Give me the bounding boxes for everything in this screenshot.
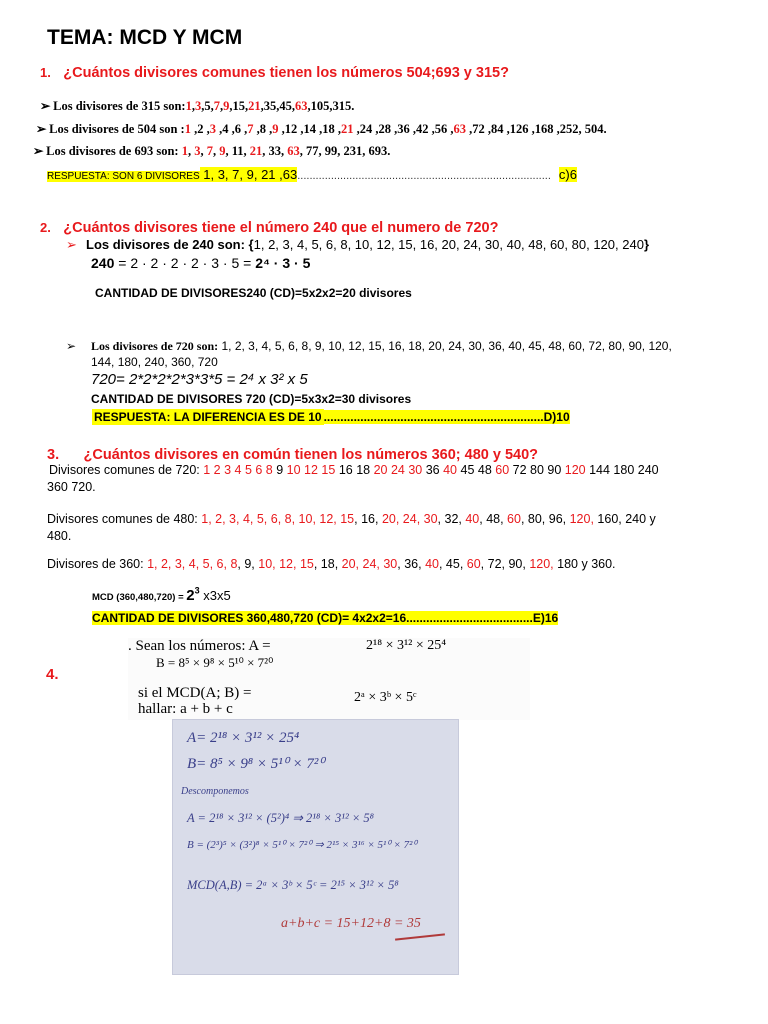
common-divisor-value: 60 <box>507 512 521 526</box>
divisor-value: , 9, <box>237 557 259 571</box>
arrow-bullet-icon: ➢ <box>66 339 77 353</box>
common-divisor-value: 3 <box>194 144 201 158</box>
question-number: 3. <box>47 447 60 463</box>
answer-2 <box>92 410 570 424</box>
common-divisor-value: 21 <box>248 99 261 113</box>
divisors-360: Divisores de 360: 1, 2, 3, 4, 5, 6, 8, 9, 10, 12, 15, 18, 20, 24, 30, 36, 40, 45, 60, 72, 90, 120, 180 y 360. <box>47 557 616 571</box>
common-divisor-value: 7 <box>213 99 220 113</box>
divisors-720-line: ➢ Los divisores de 720 son: 1, 2, 3, 4, 5, 6, 8, 9, 10, 12, 15, 16, 18, 20, 24, 30, 36, 40, 45, 48, 60, 72, 80, 90, 120, <box>66 339 672 353</box>
formula-240: 240 = 2 · 2 · 2 · 2 · 3 · 5 = 2⁴ · 3 · 5 <box>91 255 311 271</box>
divisor-value: , 32, <box>437 512 466 526</box>
divisors-315-line: ➢ Los divisores de 315 son:1,3,5,7,9,15,21,35,45,63,105,315. <box>40 99 355 113</box>
underline-stroke <box>395 933 445 940</box>
common-divisor-value: 21 <box>340 122 354 136</box>
divisor-value: ,105,315. <box>307 99 355 113</box>
common-divisor-value: 7 <box>206 144 213 158</box>
common-divisor-value: 120, <box>569 512 594 526</box>
divisor-value: , 18, <box>313 557 342 571</box>
common-divisor-value: 9 <box>223 99 230 113</box>
divisors-504-values <box>185 122 607 136</box>
question-text: ¿Cuántos divisores comunes tienen los números 504;693 y 315? <box>63 65 509 81</box>
divisor-value: 180 y 360. <box>553 557 616 571</box>
common-divisor-value: 7 <box>247 122 254 136</box>
common-divisor-value: 40 <box>443 463 458 477</box>
divisors-504-line: ➢ Los divisores de 504 son :1 ,2 ,3 ,4 ,6 ,7 ,8 ,9 ,12 ,14 ,18 ,21 ,24 ,28 ,36 ,42 ,56 ,63 ,72 ,84 ,126 ,168 ,252, 504. <box>36 122 607 136</box>
question-3 <box>47 446 538 464</box>
common-divisor-value: 10 12 15 <box>286 463 336 477</box>
common-divisor-value: 3 <box>194 99 202 113</box>
divisors-693-line: ➢ Los divisores de 693 son: 1, 3, 7, 9, 11, 21, 33, 63, 77, 99, 231, 693. <box>33 144 391 158</box>
common-divisor-value: 3 <box>209 122 216 136</box>
divisor-value: 144 180 240 <box>585 463 659 477</box>
divisor-value: , 11, <box>225 144 250 158</box>
answer-label: CANTIDAD DE DIVISORES 360,480,720 (CD)= 4x2x2=16 <box>92 611 407 625</box>
answer-option: c)6 <box>558 167 577 182</box>
common-divisor-value: 60 <box>466 557 481 571</box>
divisor-value: , 33, <box>262 144 288 158</box>
divisor-value: ,35,45, <box>260 99 295 113</box>
divisors-240-line: ➢ Los divisores de 240 son: {1, 2, 3, 4, 5, 6, 8, 10, 12, 15, 16, 20, 24, 30, 40, 48, 60, 80, 120, 240} <box>66 237 649 252</box>
divisor-value: , 36, <box>397 557 426 571</box>
common-divisor-value: 1 <box>185 99 192 113</box>
common-divisors-480: Divisores comunes de 480: 1, 2, 3, 4, 5, 6, 8, 10, 12, 15, 16, 20, 24, 30, 32, 40, 48, 60, 80, 96, 120, 160, 240 y <box>47 512 656 526</box>
question-text: ¿Cuántos divisores en común tienen los números 360; 480 y 540? <box>83 447 539 463</box>
divisor-value: 36 <box>422 463 444 477</box>
common-divisor-value: 63 <box>294 99 308 113</box>
handwritten-solution-photo: A= 2¹⁸ × 3¹² × 25⁴ B= 8⁵ × 9⁸ × 5¹⁰ × 7²⁰ Descomponemos A = 2¹⁸ × 3¹² × (5²)⁴ ⇒ 2¹⁸ × 3¹² × 5⁸ B = (2³)⁵ × (3²)⁸ × 5¹⁰ × 7²⁰ ⇒ 2¹⁵ × 3¹⁶ × 5¹⁰ × 7²⁰ MCD(A,B) = 2ᵃ × 3ᵇ × 5ᶜ = 2¹⁵ × 3¹² × 5⁸ a+b+c = 15+12+8 = 35 <box>172 719 459 975</box>
answer-label: RESPUESTA: SON 6 DIVISORES <box>47 171 200 182</box>
divisor-value: ,24 ,28 ,36 ,42 ,56 , <box>353 122 454 136</box>
divisor-value: , <box>191 99 195 113</box>
divisor-value: 45 48 <box>457 463 496 477</box>
arrow-bullet-icon: ➢ <box>36 122 47 136</box>
answer-values: 1, 3, 7, 9, 21 ,63 <box>199 167 298 182</box>
divisors-720-values: 1, 2, 3, 4, 5, 6, 8, 9, 10, 12, 15, 16, 18, 20, 24, 30, 36, 40, 45, 48, 60, 72, 80, 90, 120, <box>218 339 672 353</box>
common-divisor-value: 40 <box>425 557 439 571</box>
common-divisor-value: 1, 2, 3, 4, 5, 6, 8 <box>147 557 238 571</box>
common-divisor-value: 1 2 3 4 5 6 8 <box>203 463 273 477</box>
common-divisor-value: 1, 2, 3, 4, 5, 6, 8, 10, 12, 15 <box>201 512 355 526</box>
problem-statement-image: . Sean los números: A = 2¹⁸ × 3¹² × 25⁴ B = 8⁵ × 9⁸ × 5¹⁰ × 7²⁰ si el MCD(A; B) = 2ᵃ × 3ᵇ × 5ᶜ hallar: a + b + c <box>128 638 530 720</box>
common-divisor-value: 21 <box>249 144 263 158</box>
answer-option: E)16 <box>532 611 559 625</box>
common-divisor-value: 120, <box>529 557 554 571</box>
arrow-bullet-icon: ➢ <box>40 99 51 113</box>
common-divisor-value: 1 <box>181 144 188 158</box>
page-title: TEMA: MCD Y MCM <box>47 26 243 49</box>
mcd-formula: MCD $(360,480,720) = 2^3$ x3x5 <box>92 585 231 604</box>
answer-dots: .................................................................. <box>323 410 544 424</box>
divisor-value: , 45, <box>438 557 467 571</box>
divisor-value: , <box>200 144 207 158</box>
divisors-693-values <box>182 144 391 158</box>
divisor-value: , <box>212 144 220 158</box>
question-number: 2. <box>40 220 51 235</box>
divisor-value: 160, 240 y <box>593 512 656 526</box>
question-number-4: 4. <box>46 666 59 683</box>
answer-label: RESPUESTA: LA DIFERENCIA ES DE 10 <box>94 410 322 424</box>
divisor-value: 9 <box>272 463 287 477</box>
common-divisor-value: 40 <box>465 512 480 526</box>
divisor-value: 16 18 <box>335 463 374 477</box>
divisor-value: , 72, 90, <box>480 557 530 571</box>
answer-dots: ...................................... <box>406 611 533 625</box>
question-1 <box>40 64 509 82</box>
common-divisor-value: 20, 24, 30 <box>381 512 438 526</box>
common-divisors-480-cont: 480. <box>47 529 72 543</box>
common-divisor-value: 20, 24, 30 <box>341 557 398 571</box>
answer-3 <box>92 611 558 625</box>
divisor-value: ,4 ,6 , <box>215 122 248 136</box>
common-divisors-720: Divisores comunes de 720: 1 2 3 4 5 6 8 9 10 12 15 16 18 20 24 30 36 40 45 48 60 72 80 90 120 144 180 240 <box>49 463 659 477</box>
common-divisor-value: 63 <box>287 144 300 158</box>
divisor-value: , <box>219 99 224 113</box>
common-divisors-720-cont: 360 720. <box>47 480 96 494</box>
common-divisor-value: 10, 12, 15 <box>258 557 314 571</box>
formula-720: 720= 2*2*2*2*3*3*5 = 2⁴ x 3² x 5 <box>91 371 308 388</box>
divisor-value: , <box>187 144 195 158</box>
common-divisor-value: 120 <box>564 463 586 477</box>
cd-240: CANTIDAD DE DIVISORES240 (CD)=5x2x2=20 divisores <box>95 286 412 300</box>
divisor-value: ,72 ,84 ,126 ,168 ,252, 504. <box>465 122 607 136</box>
divisor-value: , 16, <box>354 512 382 526</box>
question-text: ¿Cuántos divisores tiene el número 240 que el numero de 720? <box>63 220 499 236</box>
divisor-value: , 77, 99, 231, 693. <box>299 144 391 158</box>
divisor-value: ,15, <box>229 99 249 113</box>
answer-dots: ................................................................................... <box>297 170 551 182</box>
cd-720: CANTIDAD DE DIVISORES 720 (CD)=5x3x2=30 divisores <box>91 392 412 406</box>
divisor-value: ,2 , <box>190 122 210 136</box>
common-divisor-value: 60 <box>495 463 510 477</box>
question-number: 1. <box>40 65 51 80</box>
divisor-value: , 48, <box>479 512 508 526</box>
arrow-bullet-icon: ➢ <box>33 144 44 158</box>
divisor-value: ,8 , <box>253 122 273 136</box>
common-divisor-value: 1 <box>184 122 191 136</box>
common-divisor-value: 9 <box>219 144 226 158</box>
common-divisor-value: 63 <box>453 122 466 136</box>
divisor-value: 72 80 90 <box>509 463 565 477</box>
divisor-value: ,5, <box>201 99 214 113</box>
answer-option: D)10 <box>543 410 570 424</box>
arrow-bullet-icon: ➢ <box>66 237 77 252</box>
divisors-240-values: 1, 2, 3, 4, 5, 6, 8, 10, 12, 15, 16, 20, 24, 30, 40, 48, 60, 80, 120, 240 <box>253 237 644 252</box>
question-2 <box>40 219 498 237</box>
divisor-value: , 80, 96, <box>520 512 570 526</box>
divisors-315-values <box>186 99 355 113</box>
common-divisor-value: 9 <box>272 122 279 136</box>
answer-1 <box>47 166 577 184</box>
divisors-720-values-cont: 144, 180, 240, 360, 720 <box>91 355 218 369</box>
divisor-value: ,12 ,14 ,18 , <box>278 122 341 136</box>
common-divisor-value: 20 24 30 <box>373 463 423 477</box>
